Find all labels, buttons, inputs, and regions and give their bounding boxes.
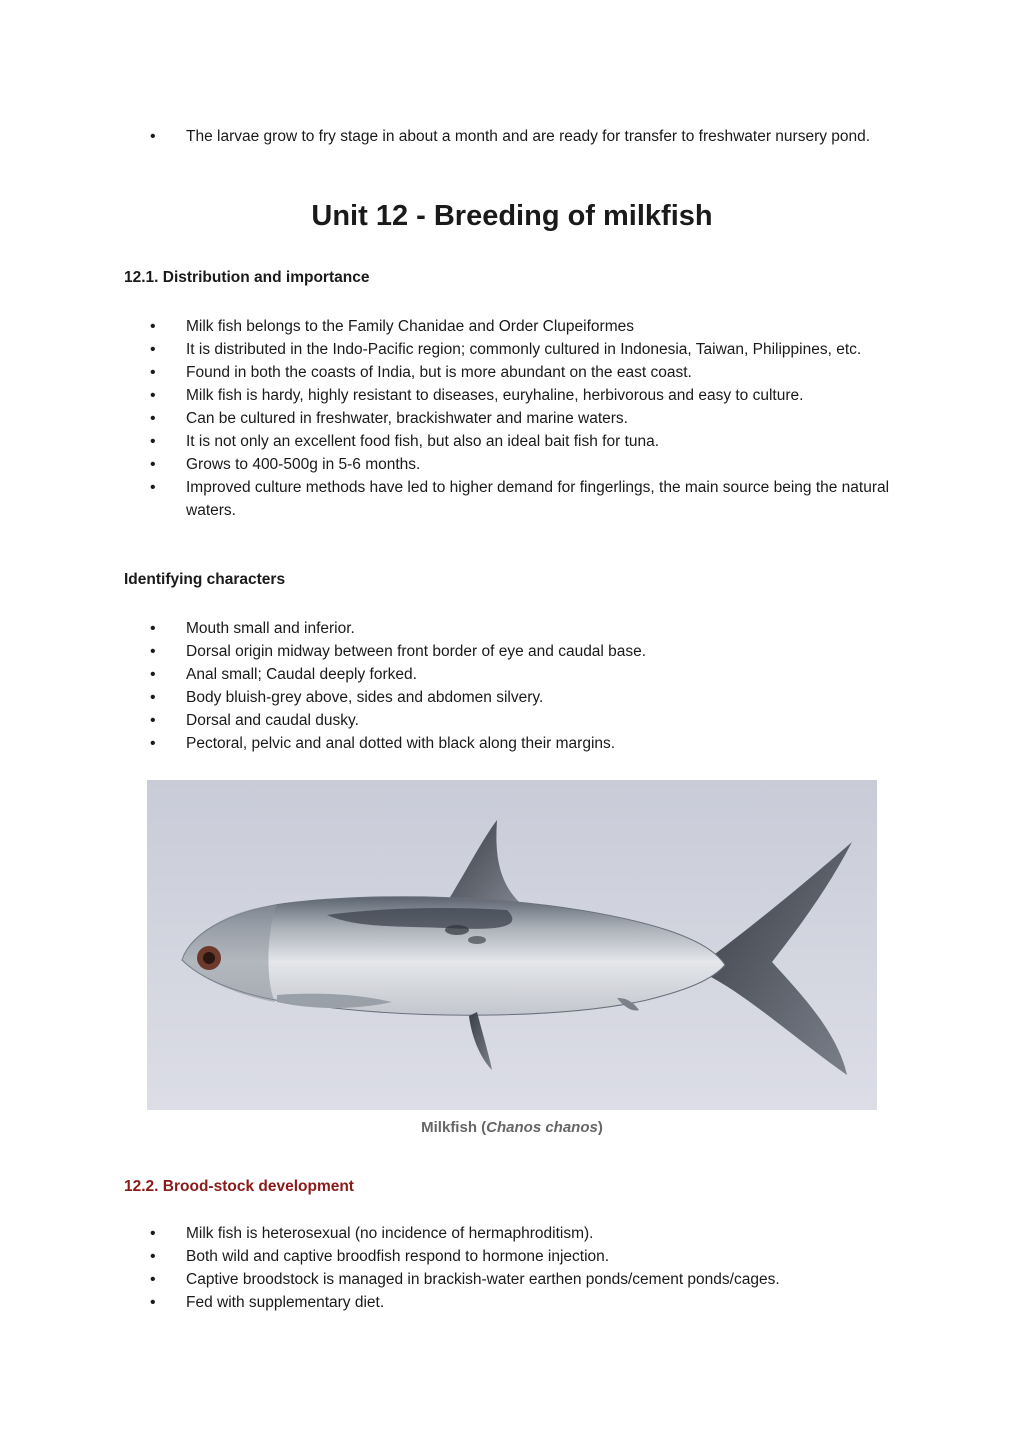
milkfish-photo — [147, 780, 877, 1110]
section-heading-identifying: Identifying characters — [124, 571, 286, 588]
list-item: • Body bluish-grey above, sides and abdomen silvery. — [0, 686, 1024, 709]
section-heading-broodstock: 12.2. Brood-stock development — [124, 1178, 354, 1195]
list-item: • Found in both the coasts of India, but is more abundant on the east coast. — [0, 361, 1024, 384]
list-item: • Dorsal and caudal dusky. — [0, 709, 1024, 732]
list-item: • Captive broodstock is managed in brackish-water earthen ponds/cement ponds/cages. — [0, 1268, 1024, 1291]
list-item: • Pectoral, pelvic and anal dotted with black along their margins. — [0, 732, 1024, 755]
list-item: • Mouth small and inferior. — [0, 617, 1024, 640]
list-item: • Improved culture methods have led to higher demand for fingerlings, the main source being the natural waters. — [0, 476, 1024, 522]
section-heading-distribution: 12.1. Distribution and importance — [124, 269, 370, 286]
list-item: • Can be cultured in freshwater, brackishwater and marine waters. — [0, 407, 1024, 430]
caption-species-name: Chanos chanos — [486, 1119, 598, 1136]
caption-suffix: ) — [597, 1119, 603, 1136]
list-item: • Milk fish belongs to the Family Chanidae and Order Clupeiformes — [0, 315, 1024, 338]
list-item: • Dorsal origin midway between front border of eye and caudal base. — [0, 640, 1024, 663]
page-title: Unit 12 - Breeding of milkfish — [311, 200, 713, 232]
top-bullet-list — [0, 125, 1024, 148]
list-item: • Both wild and captive broodfish respond to hormone injection. — [0, 1245, 1024, 1268]
figure-caption — [0, 1117, 1024, 1139]
distribution-bullet-list — [0, 315, 1024, 522]
list-item: • It is distributed in the Indo-Pacific region; commonly cultured in Indonesia, Taiwan, Philippines, etc. — [0, 338, 1024, 361]
list-item: • Milk fish is hardy, highly resistant to diseases, euryhaline, herbivorous and easy to culture. — [0, 384, 1024, 407]
caption-prefix: Milkfish ( — [421, 1119, 487, 1136]
list-item: • Grows to 400-500g in 5-6 months. — [0, 453, 1024, 476]
milkfish-illustration — [147, 780, 877, 1110]
list-item: • Milk fish is heterosexual (no incidence of hermaphroditism). — [0, 1222, 1024, 1245]
list-item: • It is not only an excellent food fish, but also an ideal bait fish for tuna. — [0, 430, 1024, 453]
identifying-bullet-list — [0, 617, 1024, 755]
list-item: • Anal small; Caudal deeply forked. — [0, 663, 1024, 686]
list-item: • The larvae grow to fry stage in about a month and are ready for transfer to freshwater nursery pond. — [0, 125, 1024, 148]
broodstock-bullet-list — [0, 1222, 1024, 1314]
list-item: • Fed with supplementary diet. — [0, 1291, 1024, 1314]
